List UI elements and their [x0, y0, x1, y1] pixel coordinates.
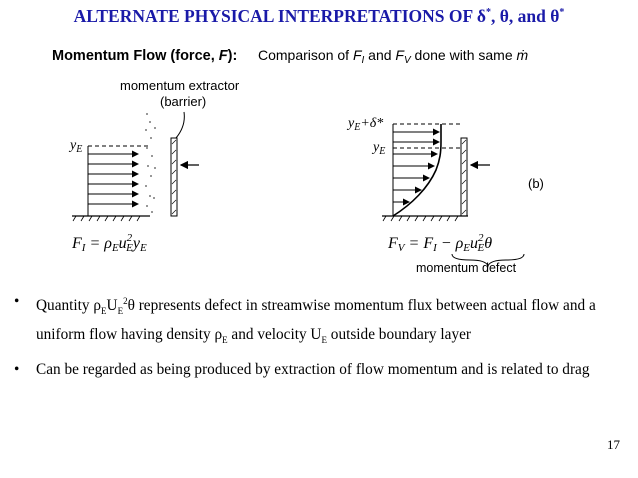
ye-delta-label: $y_E+\delta*$	[348, 116, 384, 133]
figure-heading: Momentum Flow (force, F):	[52, 48, 238, 64]
dotted-barrier	[145, 113, 156, 213]
equation-fi: FI = ρEu$^2$ EyE	[72, 232, 147, 254]
equation-fv: FV = FI − ρEu$^2$ Eθ	[388, 232, 493, 254]
ground-hatch-left	[73, 216, 140, 221]
bullet-dot: •	[14, 361, 20, 379]
extractor-pointer	[176, 112, 184, 138]
barrier-label: (barrier)	[160, 94, 207, 109]
bullet-list	[14, 290, 626, 387]
defect-label: momentum defect	[416, 261, 517, 275]
right-panel	[346, 116, 544, 221]
ye-label-left: $y_E$	[70, 138, 83, 155]
left-panel	[68, 113, 199, 221]
extractor-label: momentum extractor	[120, 78, 240, 93]
panel-b-label: (b)	[528, 176, 544, 191]
bullet-dot: •	[14, 293, 20, 310]
ground-hatch-right	[383, 216, 458, 221]
comparison-text: Comparison of $F_I$ and $F_V$ done with same ṁ	[258, 47, 529, 66]
uniform-arrows	[88, 154, 138, 204]
profile-arrows	[393, 132, 439, 202]
momentum-flow-diagram	[0, 38, 638, 278]
bullet-item: • Quantity $\rho_EU_E^2\theta$ represents defect in streamwise momentum flux between actual flow and a uniform flow having density $\rho_E$ and velocity $U_E$ outside boundary layer	[14, 290, 626, 352]
slide-title: ALTERNATE PHYSICAL INTERPRETATIONS OF δ*, θ, and θ*	[73, 6, 565, 26]
bullet-text: Can be regarded as being produced by extraction of flow momentum and is related to drag	[36, 361, 590, 379]
ye-label-right: $y_E$	[373, 140, 386, 157]
extractor-plate	[171, 138, 177, 216]
page-number: 17	[607, 437, 620, 452]
bullet-item	[14, 358, 626, 381]
extractor-plate-right	[461, 138, 467, 216]
